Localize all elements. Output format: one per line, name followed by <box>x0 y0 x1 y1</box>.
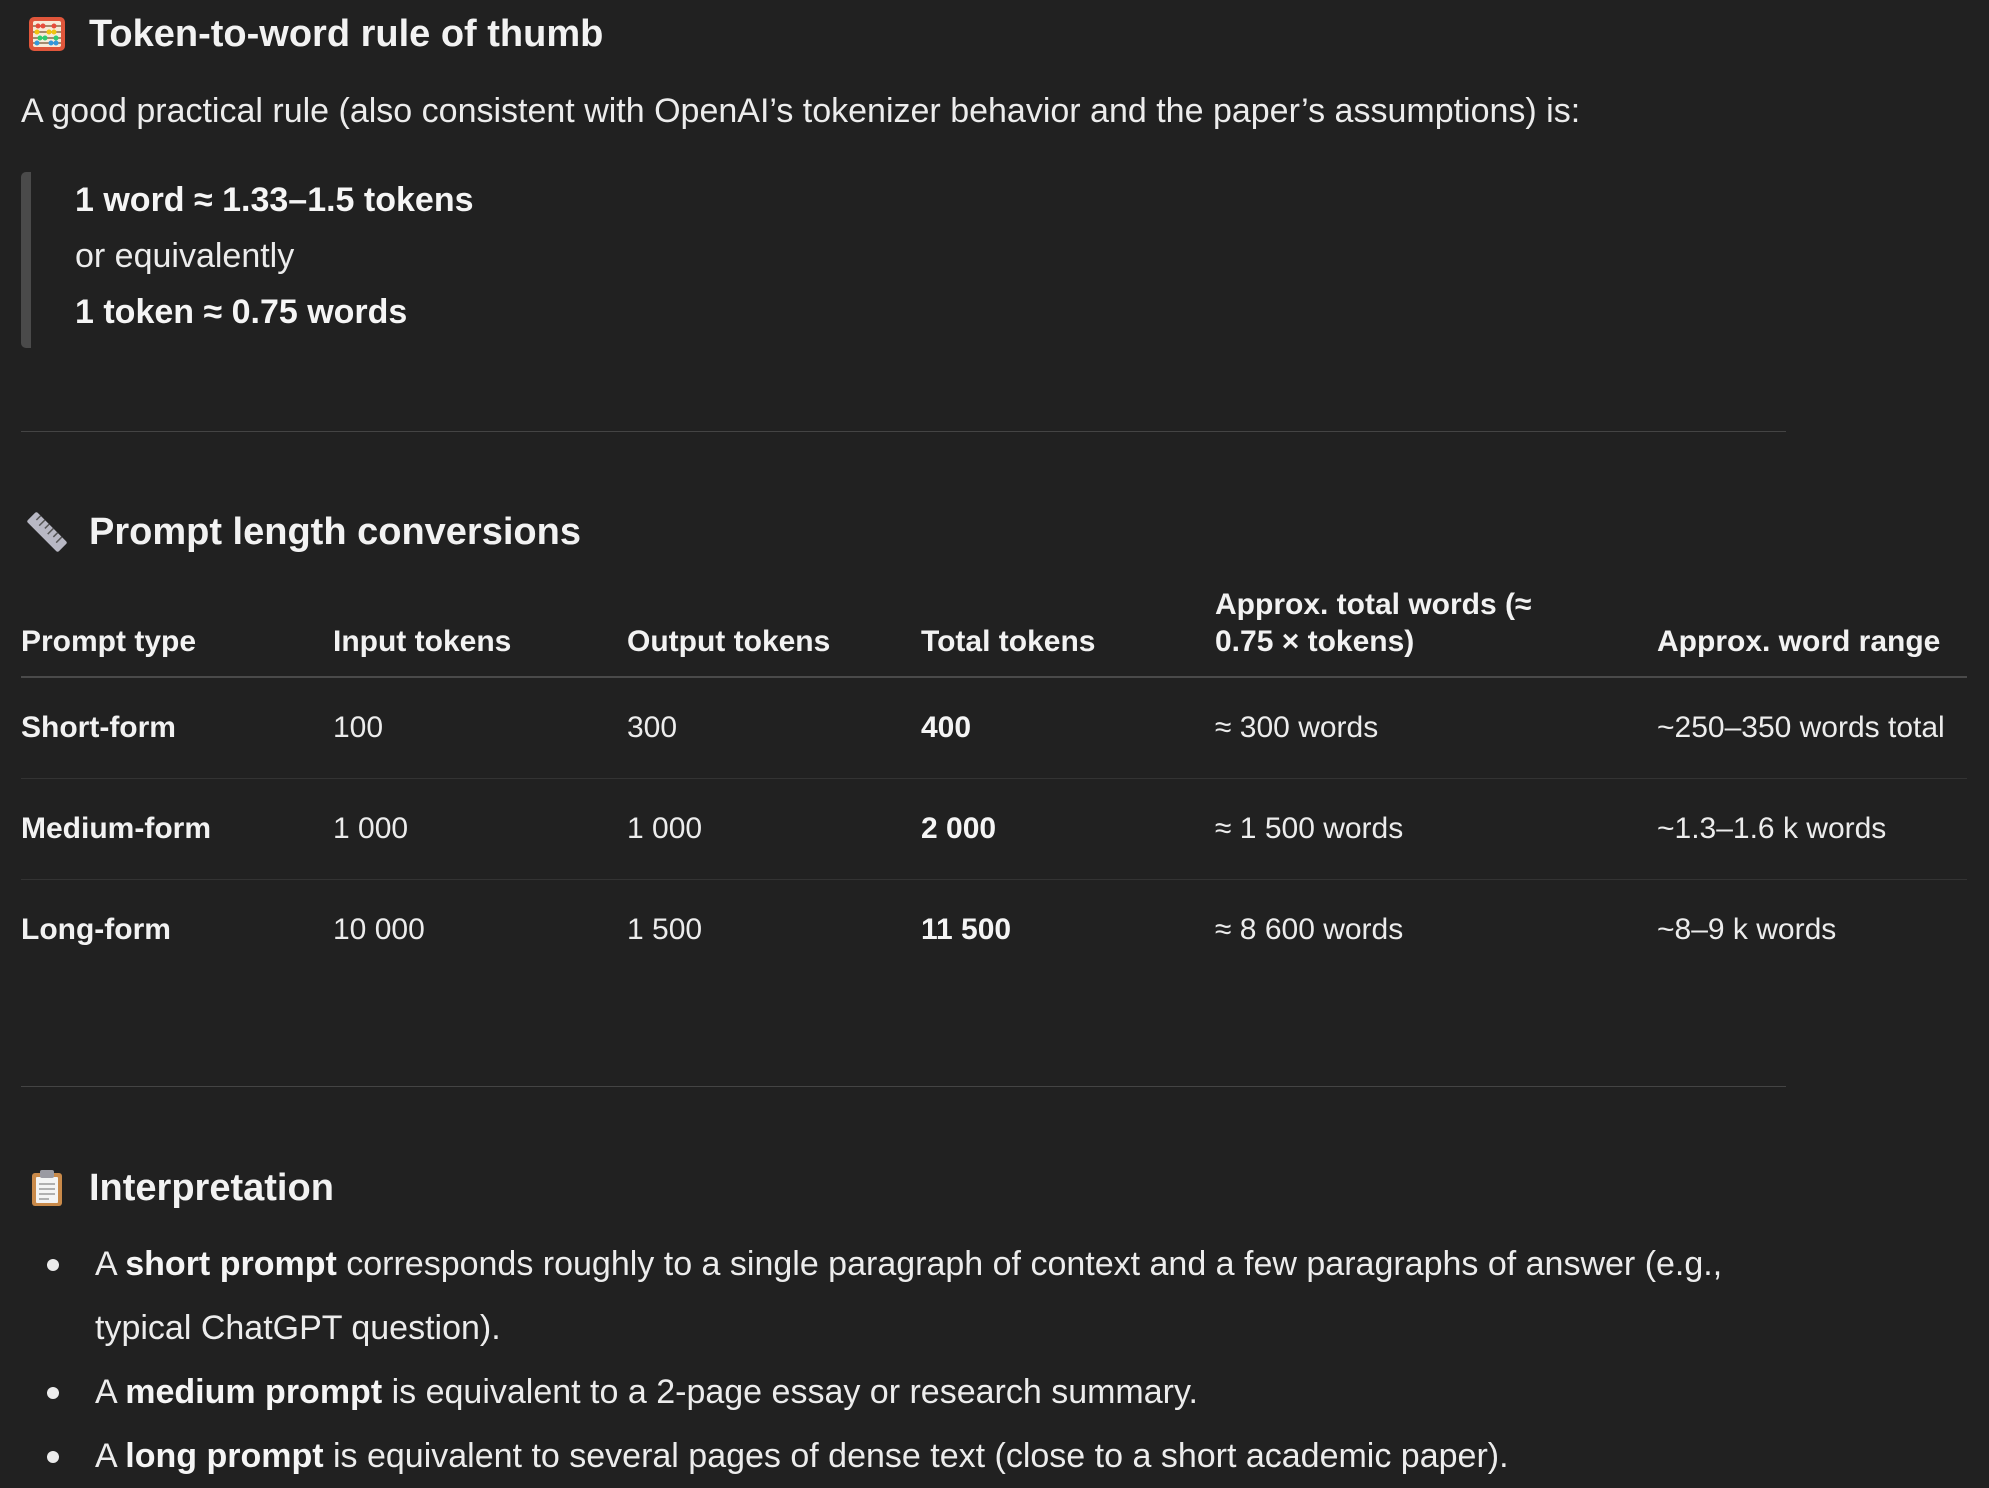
cell-total-tokens: 11 500 <box>921 913 1012 946</box>
cell-input-tokens: 10 000 <box>333 913 425 946</box>
cell-total-tokens: 2 000 <box>921 779 1215 880</box>
table-header-row <box>21 586 1967 677</box>
bullet-dot-icon <box>47 1451 59 1463</box>
cell-word-range: ~1.3–1.6 k words <box>1657 779 1967 880</box>
cell-total-tokens: 400 <box>921 677 1215 779</box>
section-divider <box>21 1086 1786 1087</box>
header-approx-total-words: Approx. total words (≈ 0.75 × tokens) <box>1215 586 1657 677</box>
rule-blockquote <box>21 172 474 348</box>
table-row <box>21 677 1967 779</box>
bullet-text-prefix: A <box>95 1245 126 1283</box>
list-item <box>21 1232 1781 1360</box>
list-item <box>21 1424 1781 1488</box>
bullet-text-bold: short prompt <box>125 1245 337 1283</box>
bullet-text-prefix: A <box>95 1373 126 1411</box>
bullet-text-suffix: corresponds roughly to a single paragraph of context and a few paragraphs of answer (e.g., typical ChatGPT question). <box>95 1245 1723 1347</box>
cell-approx-words: ≈ 1 500 words <box>1215 779 1657 880</box>
section-divider <box>21 431 1786 432</box>
section-heading-prompt-length <box>21 504 581 560</box>
rule-token-to-word: 1 token ≈ 0.75 words <box>75 293 408 331</box>
cell-word-range: ~250–350 words total <box>1657 677 1967 779</box>
cell-approx-words: ≈ 8 600 words <box>1215 913 1404 946</box>
table-row <box>21 880 1967 981</box>
header-approx-word-range: Approx. word range <box>1657 586 1967 677</box>
interpretation-list <box>21 1232 1781 1488</box>
intro-paragraph: A good practical rule (also consistent with OpenAI’s tokenizer behavior and the paper’s assumptions) is: <box>21 92 1581 130</box>
cell-approx-words: ≈ 300 words <box>1215 677 1657 779</box>
bullet-text-suffix: is equivalent to a 2-page essay or research summary. <box>382 1373 1198 1411</box>
cell-input-tokens: 100 <box>333 677 627 779</box>
prompt-length-table <box>21 586 1967 980</box>
ruler-icon <box>27 512 67 552</box>
cell-prompt-type: Short-form <box>21 677 333 779</box>
bullet-text-suffix: is equivalent to several pages of dense text (close to a short academic paper). <box>323 1437 1509 1475</box>
bullet-dot-icon <box>47 1259 59 1271</box>
header-prompt-type: Prompt type <box>21 586 333 677</box>
section-title: Token-to-word rule of thumb <box>89 12 604 55</box>
clipboard-icon <box>27 1168 67 1208</box>
cell-prompt-type: Medium-form <box>21 779 333 880</box>
bullet-text-prefix: A <box>95 1437 126 1475</box>
abacus-icon <box>27 14 67 54</box>
cell-output-tokens: 1 500 <box>627 913 703 946</box>
cell-output-tokens: 300 <box>627 677 921 779</box>
rule-word-to-token: 1 word ≈ 1.33–1.5 tokens <box>75 181 474 219</box>
bullet-text-bold: medium prompt <box>125 1373 383 1411</box>
section-heading-rule-of-thumb <box>21 6 603 62</box>
rule-connector: or equivalently <box>75 237 295 275</box>
list-item <box>21 1360 1781 1424</box>
header-total-tokens: Total tokens <box>921 586 1215 677</box>
header-output-tokens: Output tokens <box>627 586 921 677</box>
cell-word-range: ~8–9 k words <box>1657 913 1837 946</box>
header-input-tokens: Input tokens <box>333 586 627 677</box>
section-heading-interpretation <box>21 1160 334 1216</box>
table-row <box>21 779 1967 880</box>
section-title: Interpretation <box>89 1166 334 1209</box>
cell-output-tokens: 1 000 <box>627 779 921 880</box>
section-title: Prompt length conversions <box>89 510 581 553</box>
bullet-dot-icon <box>47 1387 59 1399</box>
cell-prompt-type: Long-form <box>21 913 171 946</box>
cell-input-tokens: 1 000 <box>333 779 627 880</box>
bullet-text-bold: long prompt <box>125 1437 324 1475</box>
